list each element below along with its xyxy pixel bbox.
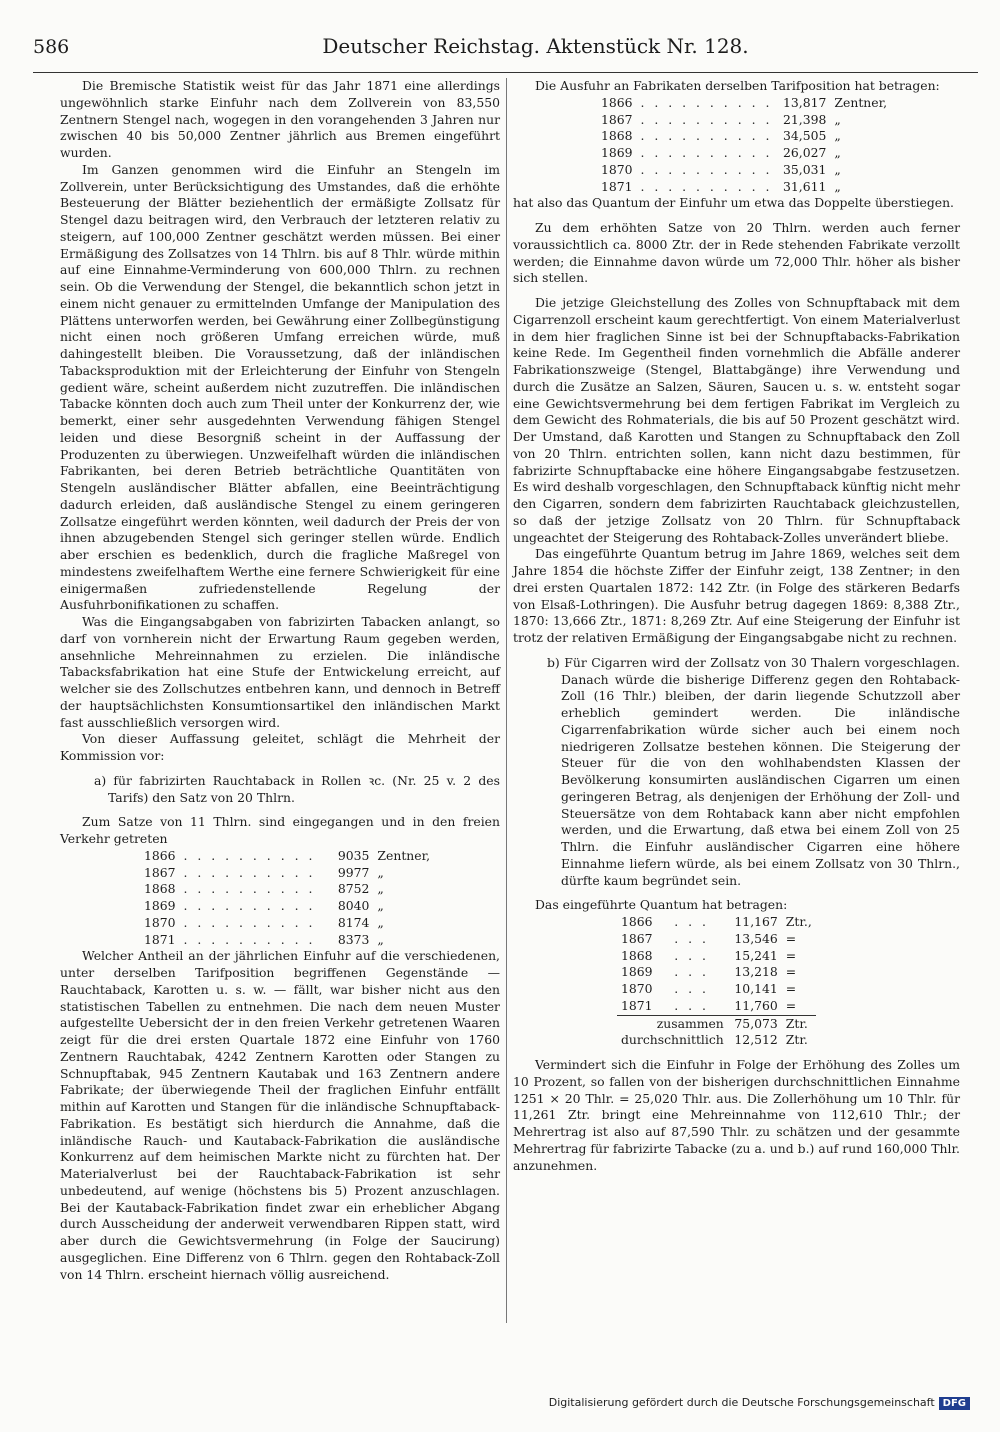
paragraph: Zum Satze von 11 Thlrn. sind eingegangen und in den freien Verkehr getreten	[60, 814, 500, 846]
avg-value: 12,512	[734, 1032, 778, 1048]
sum-row	[617, 1015, 816, 1032]
unit-cell: Zentner,	[377, 847, 431, 863]
year-cell: 1866	[144, 847, 176, 863]
paragraph: Die jetzige Gleichstellung des Zolles von Schnupftaback mit dem Cigarrenzoll erscheint kaum gerechtfertigt. Von einem Materialverlust in dem hier fraglichen Sinne ist bei der Schnupftabacks-Fabrikation keine Rede. Im Gegentheil finden vornehmlich die Abfälle anderer Fabrikationszweige (Stengel, Blattabgänge) ihre Verwendung und durch die Zusätze an Salzen, Säuren, Saucen u. s. w. entsteht sogar eine Gewichtsvermehrung bei dem fertigen Fabrikat im Vergleich zu dem Gewicht des Rohmaterials, die bis auf 50 Prozent geschätzt wird. Der Umstand, daß Karotten und Stangen zu Schnupftaback den Zoll von 20 Thlrn. entrichten sollen, kann nicht dazu bestimmen, für fabrizirte Schnupftabacke eine höhere Eingangsabgabe festzusetzen. Es wird deshalb vorgeschlagen, den Schnupftaback künftig nicht mehr den Cigarren, sondern dem fabrizirten Rauchtaback gleichzustellen, so daß der jetzige Zollsatz von 20 Thlrn. für Schnupftaback ungeachtet der Steigerung des Rohtaback-Zolles unverändert bliebe.	[513, 295, 960, 545]
year-cell: 1868	[621, 947, 653, 963]
dfg-logo: DFG	[939, 1397, 970, 1410]
year-cell: 1867	[601, 111, 633, 127]
page-number: 586	[33, 36, 70, 58]
table-row: 1867 . . . . . . . . . . 21,398 „	[597, 112, 891, 129]
page-header	[33, 32, 978, 64]
value-cell: 13,817	[783, 94, 827, 110]
value-cell: 8174	[337, 914, 370, 930]
right-column	[513, 78, 960, 1174]
unit-cell: =	[785, 930, 797, 946]
column-divider	[506, 78, 507, 1323]
cigar-import-table	[617, 914, 816, 1049]
paragraph: Im Ganzen genommen wird die Einfuhr an Stengeln im Zollverein, unter Berücksichtigung des Umstandes, daß die erhöhte Besteuerung der Blätter beziehentlich der ermäßigte Zollsatz für Stengel dazu beitragen wird, den Verbrauch der letzteren relativ zu steigern, auf 100,000 Zentner geschätzt werden müssen. Bei einer Ermäßigung des Zollsatzes von 14 Thlrn. bis auf 8 Thlr. würde mithin auf eine Einnahme-Verminderung von 600,000 Thlrn. zu rechnen sein. Ob die Verwendung der Stengel, die bekanntlich schon jetzt in einem nicht genauer zu ermittelnden Umfange der Manipulation des Plättens unterworfen werden, bei Gewährung einer Zollbegünstigung nicht einen noch größeren Umfang erreichen würde, muß dahingestellt bleiben. Die Voraussetzung, daß der inländischen Tabacksproduktion mit der Erleichterung der Einfuhr von Stengeln gedient wäre, scheint außerdem nicht zuzutreffen. Die inländischen Tabacke könnten doch auch zum Theil unter der Konkurrenz der, wie bemerkt, einer sehr ausgedehnten Verwendung fähigen Stengel leiden und diese Besorgniß scheint in der Auffassung der Produzenten zu überwiegen. Unzweifelhaft würden die inländischen Fabrikanten, bei deren Betrieb beträchtliche Quantitäten von Stengeln ausländischer Blätter abfallen, eine Beeinträchtigung dadurch erleiden, daß ausländische Stengel zu einem geringeren Zollsatze eingeführt werden könnten, weil dadurch der Preis der von ihnen abzugebenden Stengel sich geringer stellen würde. Endlich aber erschien es bedenklich, durch die fragliche Maßregel von mindestens zweifelhaftem Werthe eine fernere Schwierigkeit für eine einigermaßen zufriedenstellende Regelung der Ausfuhrbonifikationen zu schaffen.	[60, 161, 500, 613]
year-cell: 1868	[601, 128, 633, 144]
unit-cell: =	[785, 997, 797, 1013]
export-table	[597, 95, 891, 196]
table-row: 1870 . . . 10,141 =	[617, 981, 816, 998]
paragraph: Welcher Antheil an der jährlichen Einfuhr auf die verschiedenen, unter derselben Tarifposition begriffenen Gegenstände — Rauchtaback, Karotten u. s. w. — fällt, war bisher nicht aus den statistischen Tabellen zu entnehmen. Die nach dem neuen Muster aufgestellte Uebersicht der in den freien Verkehr getretenen Waaren zeigt für die drei ersten Quartale 1872 eine Einfuhr von 1760 Zentnern Rauchtabak, 4242 Zentnern Karotten oder Stangen zu Schnupftabak, 945 Zentnern Kautabak und 163 Zentnern andere Fabrikate; der überwiegende Theil der fraglichen Einfuhr entfällt mithin auf Karotten und Stangen für die inländische Schnupftaback-Fabrikation. Es bestätigt sich hierdurch die Annahme, daß die inländische Rauch- und Kautaback-Fabrikation die ausländische Konkurrenz auf dem heimischen Markte nicht zu fürchten hat. Der Materialverlust bei der Rauchtaback-Fabrikation ist sehr unbedeutend, auf wenige (höchstens bis 5) Prozent anzuschlagen. Bei der Kautaback-Fabrikation findet zwar ein erheblicher Abgang durch Ausscheidung der anderweit verwendbaren Rippen statt, wird aber durch die Gewichtsvermehrung (in Folge der Saucirung) ausgeglichen. Eine Differenz von 6 Thlrn. gegen den Rohtaback-Zoll von 14 Thlrn. erscheint hiernach völlig ausreichend.	[60, 948, 500, 1282]
unit-cell: Ztr.	[785, 1032, 808, 1048]
value-cell: 8373	[337, 931, 370, 947]
unit-cell: „	[377, 881, 384, 897]
value-cell: 10,141	[734, 981, 778, 996]
table-row: 1866 . . . 11,167 Ztr.,	[617, 914, 816, 931]
year-cell: 1870	[621, 981, 653, 996]
unit-cell: „	[377, 914, 384, 930]
left-column	[60, 78, 500, 1283]
value-cell: 34,505	[783, 128, 827, 144]
table-row: 1870 . . . . . . . . . . 35,031 „	[597, 162, 891, 179]
footer-credit	[549, 1396, 970, 1410]
unit-cell: „	[377, 931, 384, 947]
year-cell: 1869	[144, 898, 176, 913]
unit-cell: „	[834, 128, 841, 144]
avg-label: durchschnittlich	[621, 1032, 724, 1048]
table-row: 1869 . . . 13,218 =	[617, 964, 816, 981]
paragraph: hat also das Quantum der Einfuhr um etwa das Doppelte überstiegen.	[513, 195, 954, 211]
paragraph: Das eingeführte Quantum hat betragen:	[535, 897, 788, 913]
unit-cell: Ztr.,	[785, 914, 812, 929]
sum-value: 75,073	[728, 1015, 782, 1032]
value-cell: 15,241	[734, 947, 778, 963]
table-row: 1867 . . . . . . . . . . 9977 „	[140, 865, 434, 882]
value-cell: 8752	[337, 881, 370, 897]
sum-label: zusammen	[617, 1015, 728, 1032]
paragraph: Vermindert sich die Einfuhr in Folge der Erhöhung des Zolles um 10 Prozent, so fallen von der bisherigen durchschnittlichen Einnahme 1251 × 20 Thlr. = 25,020 Thlr. aus. Die Zollerhöhung um 10 Thlr. für 11,261 Ztr. bringt eine Mehreinnahme von 112,610 Thlr.; der Mehrertrag ist also auf 87,590 Thlr. zu schätzen und der gesammte Mehrertrag für fabrizirte Tabacke (zu a. und b.) auf rund 160,000 Thlr. anzunehmen.	[513, 1057, 960, 1173]
value-cell: 13,546	[734, 930, 778, 946]
paragraph: Die Ausfuhr an Fabrikaten derselben Tarifposition hat betragen:	[535, 78, 940, 93]
value-cell: 11,760	[734, 997, 778, 1013]
table-row: 1868 . . . . . . . . . . 8752 „	[140, 881, 434, 898]
year-cell: 1869	[601, 145, 633, 160]
value-cell: 35,031	[783, 161, 827, 177]
table-row: 1871 . . . 11,760 =	[617, 998, 816, 1015]
year-cell: 1866	[621, 914, 653, 929]
value-cell: 9035	[337, 847, 370, 863]
value-cell: 13,218	[734, 964, 778, 980]
year-cell: 1871	[144, 931, 176, 947]
year-cell: 1867	[621, 930, 653, 946]
year-cell: 1867	[144, 864, 176, 880]
value-cell: 8040	[337, 898, 370, 913]
paragraph: Die Bremische Statistik weist für das Jahr 1871 eine allerdings ungewöhnlich starke Einfuhr nach dem Zollverein von 83,550 Zentnern Stengel nach, wogegen in den vorangehenden 3 Jahren nur zwischen 40 bis 50,000 Zentner jährlich aus Bremen eingeführt wurden.	[60, 78, 500, 160]
unit-cell: Ztr.	[782, 1015, 816, 1032]
page-title: Deutscher Reichstag. Aktenstück Nr. 128.	[322, 34, 749, 58]
value-cell: 21,398	[783, 111, 827, 127]
table-row: 1866 . . . . . . . . . . 13,817 Zentner,	[597, 95, 891, 112]
unit-cell: „	[377, 898, 384, 913]
table-row: 1869 . . . . . . . . . . 8040 „	[140, 898, 434, 915]
header-rule	[33, 72, 978, 73]
year-cell: 1871	[621, 997, 653, 1013]
value-cell: 26,027	[783, 145, 827, 160]
table-row: 1871 . . . . . . . . . . 31,611 „	[597, 179, 891, 196]
table-row: 1868 . . . 15,241 =	[617, 948, 816, 965]
unit-cell: „	[834, 161, 841, 177]
proposal-b: b) Für Cigarren wird der Zollsatz von 30 Thalern vorgeschlagen. Danach würde die bisherige Differenz gegen den Rohtaback-Zoll (16 Thlr.) bleiben, der darin liegende Schutzzoll aber erheblich gemindert werden. Die inländische Cigarrenfabrikation würde sicher auch bei einem noch niedrigeren Zollsatze bestehen können. Die Steigerung der Steuer für die von den wohlhabendsten Klassen der Bevölkerung konsumirten ausländischen Cigarren um einen geringeren Betrag, als denjenigen der Erhöhung der Zoll- und Steuersätze von dem Rohtaback kann aber nicht empfohlen werden, und die Erwartung, daß etwa bei einem Zoll von 25 Thlrn. die Einfuhr ausländischer Cigarren eine höhere Einnahme liefern würde, als bei einem Zollsatz von 30 Thlrn., dürfte kaum begründet sein.	[547, 654, 960, 888]
unit-cell: =	[785, 947, 797, 963]
table-row: 1866 . . . . . . . . . . 9035 Zentner,	[140, 848, 434, 865]
unit-cell: „	[834, 111, 841, 127]
paragraph: Zu dem erhöhten Satze von 20 Thlrn. werden auch ferner voraussichtlich ca. 8000 Ztr. der in Rede stehenden Fabrikate verzollt werden; die Einnahme davon würde um 72,000 Thlr. höher als bisher sich stellen.	[513, 220, 960, 286]
unit-cell: =	[785, 964, 797, 980]
year-cell: 1869	[621, 964, 653, 980]
year-cell: 1870	[144, 914, 176, 930]
table-row: 1867 . . . 13,546 =	[617, 931, 816, 948]
unit-cell: „	[377, 864, 384, 880]
value-cell: 9977	[337, 864, 370, 880]
year-cell: 1871	[601, 178, 633, 194]
paragraph: Was die Eingangsabgaben von fabrizirten Tabacken anlangt, so darf von vornherein nicht der Erwartung Raum gegeben werden, ansehnliche Mehreinnahmen zu erzielen. Die inländische Tabacksfabrikation hat eine Stufe der Entwickelung erreicht, auf welcher sie des Zollschutzes entbehren kann, und dennoch in Betreff der hauptsächlichsten Konsumtionsartikel den inländischen Markt fast ausschließlich versorgen wird.	[60, 614, 500, 730]
paragraph: Das eingeführte Quantum betrug im Jahre 1869, welches seit dem Jahre 1854 die höchste Ziffer der Einfuhr zeigt, 138 Zentner; in den drei ersten Quartalen 1872: 142 Ztr. (in Folge des stärkeren Bedarfs von Elsaß-Lothringen). Die Ausfuhr betrug dagegen 1869: 8,388 Ztr., 1870: 13,666 Ztr., 1871: 8,269 Ztr. Auf eine Steigerung der Einfuhr ist trotz der relativen Ermäßigung der Eingangsabgabe nicht zu rechnen.	[513, 546, 960, 645]
proposal-a: a) für fabrizirten Rauchtaback in Rollen ꝛc. (Nr. 25 v. 2 des Tarifs) den Satz von 20 Thlrn.	[94, 772, 500, 805]
year-cell: 1866	[601, 94, 633, 110]
footer-text: Digitalisierung gefördert durch die Deutsche Forschungsgemeinschaft	[548, 1396, 935, 1409]
table-row: 1869 . . . . . . . . . . 26,027 „	[597, 145, 891, 162]
unit-cell: =	[785, 981, 797, 996]
import-table-1	[140, 848, 434, 949]
year-cell: 1870	[601, 161, 633, 177]
paragraph: Von dieser Auffassung geleitet, schlägt die Mehrheit der Kommission vor:	[60, 731, 500, 763]
unit-cell: „	[834, 145, 841, 160]
year-cell: 1868	[144, 881, 176, 897]
table-row: 1870 . . . . . . . . . . 8174 „	[140, 915, 434, 932]
unit-cell: Zentner,	[834, 94, 888, 110]
avg-row	[617, 1032, 816, 1049]
table-row: 1868 . . . . . . . . . . 34,505 „	[597, 128, 891, 145]
value-cell: 31,611	[783, 178, 827, 194]
table-row: 1871 . . . . . . . . . . 8373 „	[140, 932, 434, 949]
value-cell: 11,167	[734, 914, 778, 929]
unit-cell: „	[834, 178, 841, 194]
